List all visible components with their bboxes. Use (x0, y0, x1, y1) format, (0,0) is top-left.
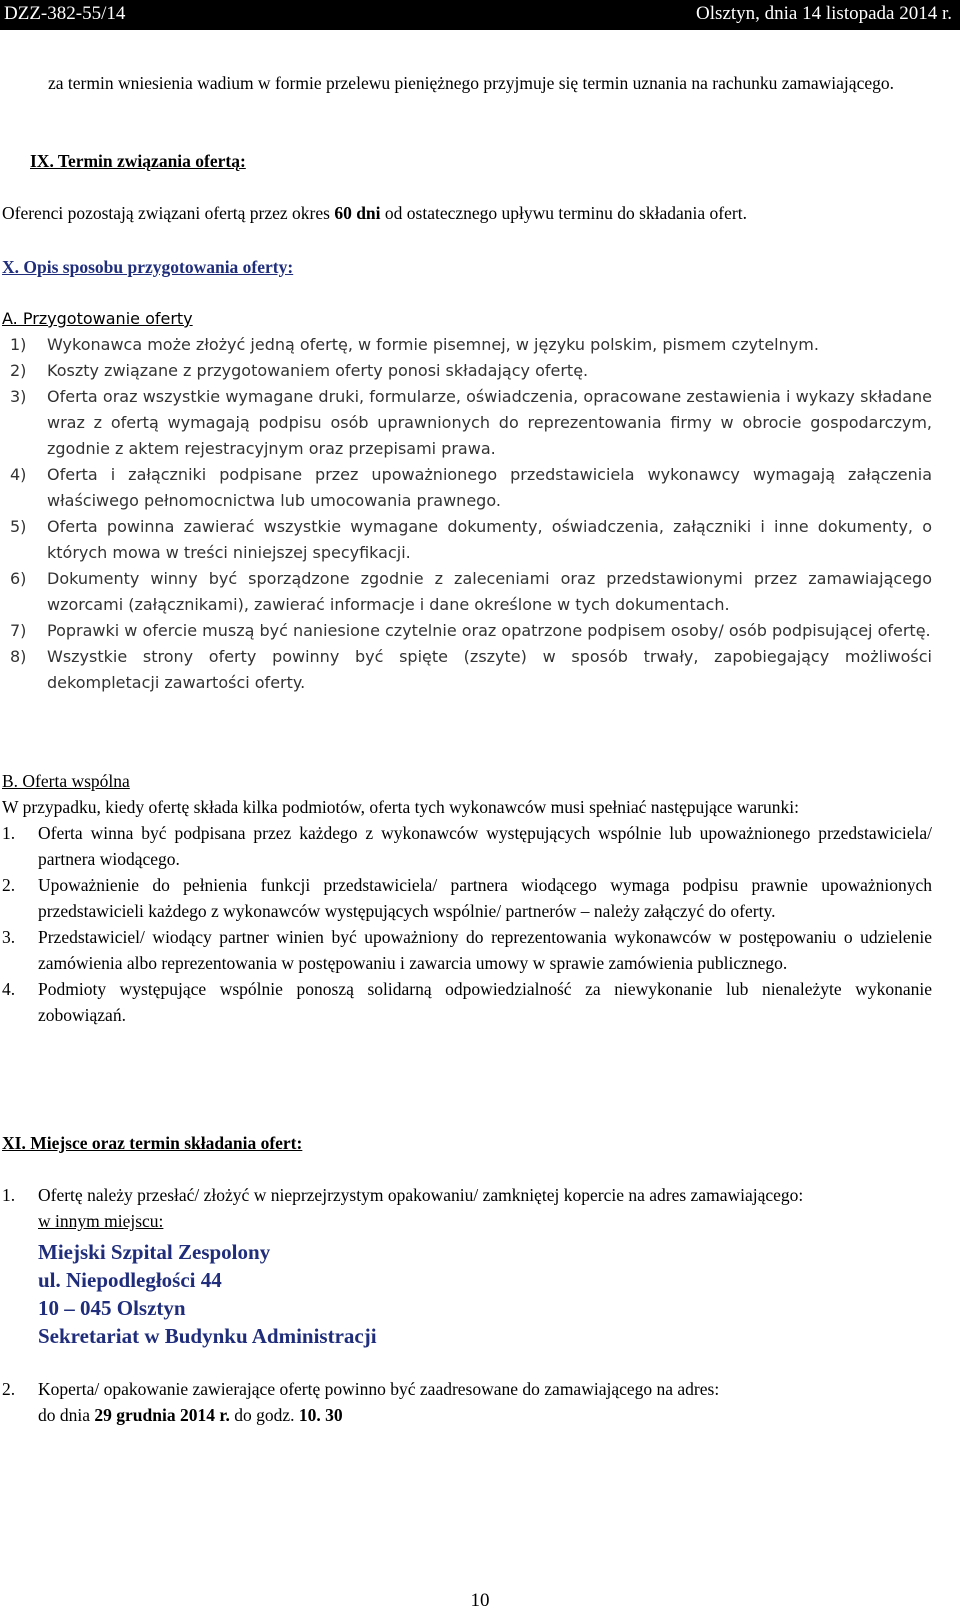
deadline-mid: do godz. (229, 1405, 299, 1425)
section-ix-text-pre: Oferenci pozostają związani ofertą przez okres (2, 203, 335, 223)
item-number: 3. (2, 927, 16, 947)
section-ix-days: 60 dni (334, 203, 381, 223)
list-item (2, 358, 932, 384)
intro-paragraph: za termin wniesienia wadium w formie przelewu pieniężnego przyjmuje się termin uznania na rachunku zamawiającego. (48, 73, 894, 93)
list-item (2, 872, 932, 924)
item-number: 1. (2, 1185, 16, 1205)
item-number: 5) (10, 517, 27, 536)
item-number: 1. (2, 823, 16, 843)
item-text: Wszystkie strony oferty powinny być spięte (zszyte) w sposób trwały, zapobiegający możliwości dekompletacji zawartości oferty. (47, 647, 932, 692)
section-xi-item-1 (2, 1182, 932, 1208)
list-item (2, 976, 932, 1028)
section-x-b (2, 768, 932, 1028)
section-x-b-title: B. Oferta wspólna (2, 771, 130, 791)
section-ix-text-post: od ostatecznego upływu terminu do składania ofert. (380, 203, 747, 223)
list-item (2, 644, 932, 696)
item-text: Upoważnienie do pełnienia funkcji przedstawiciela/ partnera wiodącego wymaga podpisu prawnie upoważnionych przedstawicieli każdego z wykonawców występujących wspólnie/ partnerów – należy załączyć do oferty. (38, 875, 932, 921)
list-item (2, 924, 932, 976)
list-item (2, 618, 932, 644)
section-x-a-title: A. Przygotowanie oferty (2, 309, 193, 328)
section-xi-item-2 (2, 1376, 932, 1402)
item-text: Oferta winna być podpisana przez każdego z wykonawców występujących wspólnie lub upoważnionego przedstawiciela/ partnera wiodącego. (38, 823, 932, 869)
address-line: Miejski Szpital Zespolony (38, 1240, 271, 1264)
address-line: ul. Niepodległości 44 (38, 1268, 222, 1292)
item-number: 2. (2, 875, 16, 895)
item-number: 2) (10, 361, 27, 380)
section-xi-title: XI. Miejsce oraz termin składania ofert: (2, 1133, 303, 1153)
section-x-a-list (2, 332, 932, 696)
deadline-time: 10. 30 (298, 1405, 343, 1425)
list-item (2, 820, 932, 872)
list-item (2, 566, 932, 618)
other-place-label: w innym miejscu: (38, 1211, 164, 1231)
address-line: 10 – 045 Olsztyn (38, 1296, 186, 1320)
section-x-title: X. Opis sposobu przygotowania oferty: (2, 257, 294, 277)
list-item (2, 462, 932, 514)
deadline-pre: do dnia (38, 1405, 95, 1425)
item-text: Przedstawiciel/ wiodący partner winien być upoważniony do reprezentowania wykonawców w postępowaniu o udzielenie zamówienia albo reprezentowania w postępowaniu i zawarcia umowy w sprawie zamówienia publicznego. (38, 927, 932, 973)
item-text: Podmioty występujące wspólnie ponoszą solidarną odpowiedzialność za niewykonanie lub nienależyte wykonanie zobowiązań. (38, 979, 932, 1025)
deadline-line (2, 1402, 932, 1428)
item-text: Ofertę należy przesłać/ złożyć w nieprzejrzystym opakowaniu/ zamkniętej kopercie na adres zamawiającego: (38, 1185, 804, 1205)
document-reference: DZZ-382-55/14 (4, 3, 126, 24)
section-x-b-intro: W przypadku, kiedy ofertę składa kilka podmiotów, oferta tych wykonawców musi spełniać następujące warunki: (2, 797, 799, 817)
item-text: Oferta powinna zawierać wszystkie wymagane dokumenty, oświadczenia, załączniki i inne dokumenty, o których mowa w treści niniejszej specyfikacji. (47, 517, 932, 562)
item-text: Oferta i załączniki podpisane przez upoważnionego przedstawiciela wykonawcy wymagają załączenia właściwego pełnomocnictwa lub umocowania prawnego. (47, 465, 932, 510)
item-number: 4) (10, 465, 27, 484)
list-item (2, 332, 932, 358)
item-number: 2. (2, 1379, 16, 1399)
section-ix-text (2, 200, 932, 226)
item-number: 7) (10, 621, 27, 640)
item-number: 4. (2, 979, 16, 999)
page-header (0, 0, 960, 30)
list-item (2, 514, 932, 566)
item-text: Koszty związane z przygotowaniem oferty ponosi składający ofertę. (47, 361, 589, 380)
item-text: Poprawki w ofercie muszą być naniesione czytelnie oraz opatrzone podpisem osoby/ osób podpisującej ofertę. (47, 621, 931, 640)
address-line: Sekretariat w Budynku Administracji (38, 1324, 377, 1348)
item-number: 6) (10, 569, 27, 588)
item-number: 1) (10, 335, 27, 354)
section-x-b-list (2, 820, 932, 1028)
list-item (2, 384, 932, 462)
item-text: Koperta/ opakowanie zawierające ofertę powinno być zaadresowane do zamawiającego na adres: (38, 1379, 720, 1399)
page-number: 10 (470, 1590, 490, 1611)
item-text: Oferta oraz wszystkie wymagane druki, formularze, oświadczenia, opracowane zestawienia i wykazy składane wraz z ofertą wymagają podpisu osób uprawnionych do reprezentowania firmy w obrocie gospodarczym, zgodnie z aktem rejestracyjnym oraz przepisami prawa. (47, 387, 932, 458)
item-number: 3) (10, 387, 27, 406)
delivery-address (38, 1238, 932, 1350)
item-text: Wykonawca może złożyć jedną ofertę, w formie pisemnej, w języku polskim, pismem czytelnym. (47, 335, 819, 354)
deadline-date: 29 grudnia 2014 r. (94, 1405, 230, 1425)
place-and-date: Olsztyn, dnia 14 listopada 2014 r. (696, 3, 952, 24)
item-text: Dokumenty winny być sporządzone zgodnie z zaleceniami oraz przedstawionymi przez zamawiającego wzorcami (załącznikami), zawierać informacje i dane określone w tych dokumentach. (47, 569, 932, 614)
section-xi-body (2, 1182, 932, 1428)
item-number: 8) (10, 647, 27, 666)
section-ix-title: IX. Termin związania ofertą: (30, 151, 246, 171)
section-x-a (2, 306, 932, 696)
